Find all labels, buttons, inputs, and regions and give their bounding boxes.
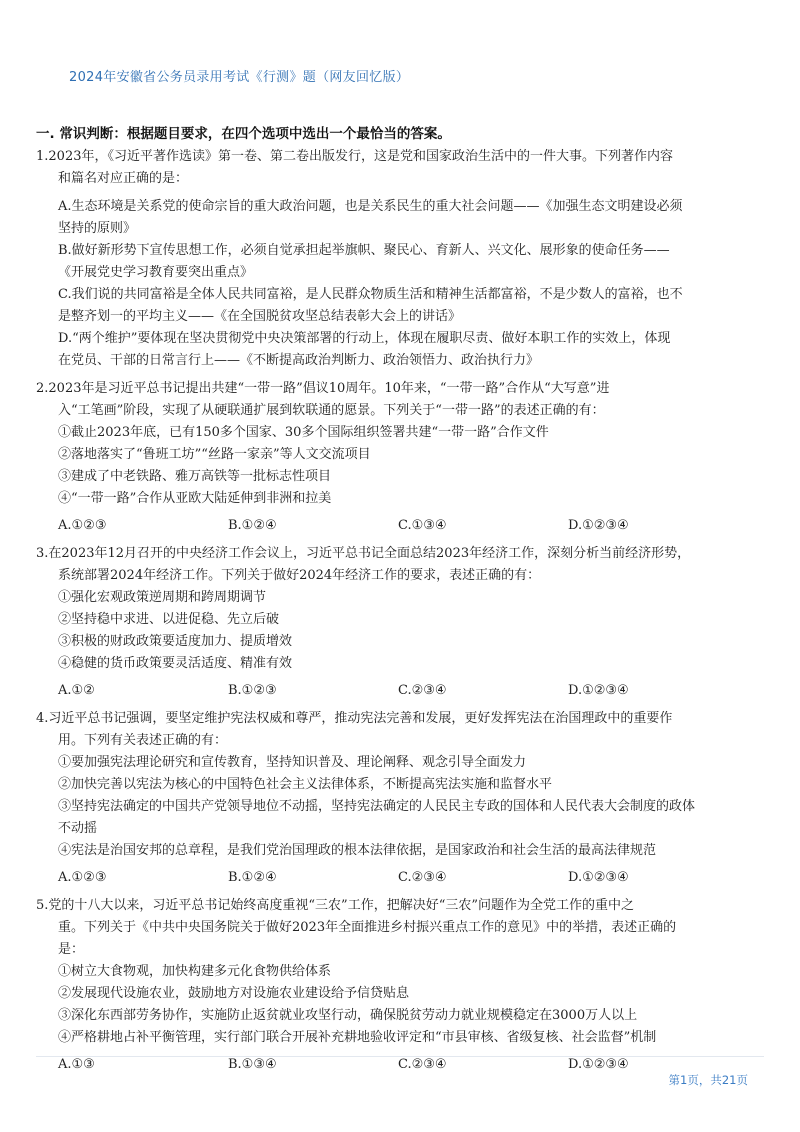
statement-item: ④“一带一路”合作从亚欧大陆延伸到非洲和拉美 <box>58 491 332 506</box>
choice-d: D.“两个维护”要体现在坚决贯彻党中央决策部署的行动上，体现在履职尽责、做好本职工作的实效上，体现 <box>58 331 671 346</box>
statement-item: ②发展现代设施农业，鼓励地方对设施农业建设给予信贷贴息 <box>58 986 410 1001</box>
question-stem: 用。下列有关表述正确的有： <box>58 733 228 748</box>
footer-divider <box>36 1056 764 1057</box>
statement-item: ②坚持稳中求进、以进促稳、先立后破 <box>58 612 280 627</box>
question-1 <box>36 146 766 372</box>
option-d: D.①②③④ <box>568 518 629 533</box>
choice-b-cont: 《开展党史学习教育要突出重点》 <box>58 265 254 280</box>
question-stem: 3.在2023年12月召开的中央经济工作会议上，习近平总书记全面总结2023年经济工作，深刻分析当前经济形势， <box>36 546 691 561</box>
section-heading: 一. 常识判断：根据题目要求，在四个选项中选出一个最恰当的答案。 <box>36 126 451 142</box>
statement-item: ①强化宏观政策逆周期和跨周期调节 <box>58 590 267 605</box>
question-stem: 4.习近平总书记强调，要坚定维护宪法权威和尊严，推动宪法完善和发展，更好发挥宪法在治国理政中的重要作 <box>36 711 673 726</box>
statement-item: ③建成了中老铁路、雅万高铁等一批标志性项目 <box>58 469 332 484</box>
statement-item: ④严格耕地占补平衡管理，实行部门联合开展补充耕地验收评定和“市县审核、省级复核、社会监督”机制 <box>58 1030 657 1045</box>
option-a: A.①②③ <box>58 518 107 533</box>
question-3 <box>36 543 766 702</box>
choice-a: A.生态环境是关系党的使命宗旨的重大政治问题，也是关系民生的重大社会问题——《加强生态文明建设必须 <box>58 199 683 214</box>
document-title: 2024年安徽省公务员录用考试《行测》题（网友回忆版） <box>69 70 410 85</box>
choice-c: C.我们说的共同富裕是全体人民共同富裕，是人民群众物质生活和精神生活都富裕，不是少数人的富裕，也不 <box>58 287 683 302</box>
choice-b: B.做好新形势下宣传思想工作，必须自觉承担起举旗帜、聚民心、育新人、兴文化、展形象的使命任务—— <box>58 243 670 258</box>
statement-item: ①截止2023年底，已有150多个国家、30多个国际组织签署共建“一带一路”合作文件 <box>58 425 549 440</box>
question-2 <box>36 378 766 537</box>
question-stem: 是： <box>58 942 85 957</box>
statement-item: ①要加强宪法理论研究和宣传教育，坚持知识普及、理论阐释、观念引导全面发力 <box>58 755 527 770</box>
answer-options <box>36 1054 766 1076</box>
statement-item: ③坚持宪法确定的中国共产党领导地位不动摇，坚持宪法确定的人民民主专政的国体和人民代表大会制度的政体 <box>58 799 696 814</box>
option-b: B.①②④ <box>228 518 277 533</box>
option-a: A.①② <box>58 683 95 698</box>
choice-d-cont: 在党员、干部的日常言行上——《不断提高政治判断力、政治领悟力、政治执行力》 <box>58 353 540 368</box>
statement-item: ②落地落实了“鲁班工坊”“丝路一家亲”等人文交流项目 <box>58 447 371 462</box>
option-b: B.①②③ <box>228 683 277 698</box>
statement-item: ①树立大食物观，加快构建多元化食物供给体系 <box>58 964 332 979</box>
option-a: A.①②③ <box>58 870 107 885</box>
option-d: D.①②③④ <box>568 870 629 885</box>
question-stem: 重。下列关于《中共中央国务院关于做好2023年全面推进乡村振兴重点工作的意见》中的举措，表述正确的 <box>58 920 677 935</box>
choice-a-cont: 坚持的原则》 <box>58 221 137 236</box>
question-stem: 和篇名对应正确的是： <box>58 171 189 186</box>
option-a: A.①③ <box>58 1057 95 1072</box>
option-c: C.②③④ <box>398 870 447 885</box>
option-c: C.②③④ <box>398 683 447 698</box>
option-b: B.①②④ <box>228 870 277 885</box>
question-stem: 5.党的十八大以来，习近平总书记始终高度重视“三农”工作，把解决好“三农”问题作为全党工作的重中之 <box>36 898 634 913</box>
question-4 <box>36 708 766 889</box>
answer-options <box>36 515 766 537</box>
statement-item: ④稳健的货币政策要灵活适度、精准有效 <box>58 656 293 671</box>
statement-item: ②加快完善以宪法为核心的中国特色社会主义法律体系，不断提高宪法实施和监督水平 <box>58 777 553 792</box>
question-stem: 2.2023年是习近平总书记提出共建“一带一路”倡议10周年。10年来，“一带一路”合作从“大写意”进 <box>36 381 610 396</box>
answer-options <box>36 867 766 889</box>
question-stem: 系统部署2024年经济工作。下列关于做好2024年经济工作的要求，表述正确的有： <box>58 568 541 583</box>
option-d: D.①②③④ <box>568 683 629 698</box>
statement-item: ④宪法是治国安邦的总章程，是我们党治国理政的根本法律依据，是国家政治和社会生活的最高法律规范 <box>58 843 657 858</box>
choice-c-cont: 是整齐划一的平均主义——《在全国脱贫攻坚总结表彰大会上的讲话》 <box>58 309 462 324</box>
statement-item: ③积极的财政政策要适度加力、提质增效 <box>58 634 293 649</box>
option-c: C.②③④ <box>398 1057 447 1072</box>
statement-item: ③深化东西部劳务协作，实施防止返贫就业攻坚行动，确保脱贫劳动力就业规模稳定在3000万人以上 <box>58 1008 638 1023</box>
question-5 <box>36 895 766 1076</box>
question-list <box>36 146 766 1082</box>
statement-item-cont: 不动摇 <box>58 821 98 836</box>
option-c: C.①③④ <box>398 518 447 533</box>
question-stem: 1.2023年，《习近平著作选读》第一卷、第二卷出版发行，这是党和国家政治生活中的一件大事。下列著作内容 <box>36 149 673 164</box>
page-number: 第1页，共21页 <box>668 1073 748 1087</box>
option-b: B.①③④ <box>228 1057 277 1072</box>
option-d: D.①②③④ <box>568 1057 629 1072</box>
answer-options <box>36 680 766 702</box>
question-stem: 入“工笔画”阶段，实现了从硬联通扩展到软联通的愿景。下列关于“一带一路”的表述正确的有： <box>58 403 605 418</box>
